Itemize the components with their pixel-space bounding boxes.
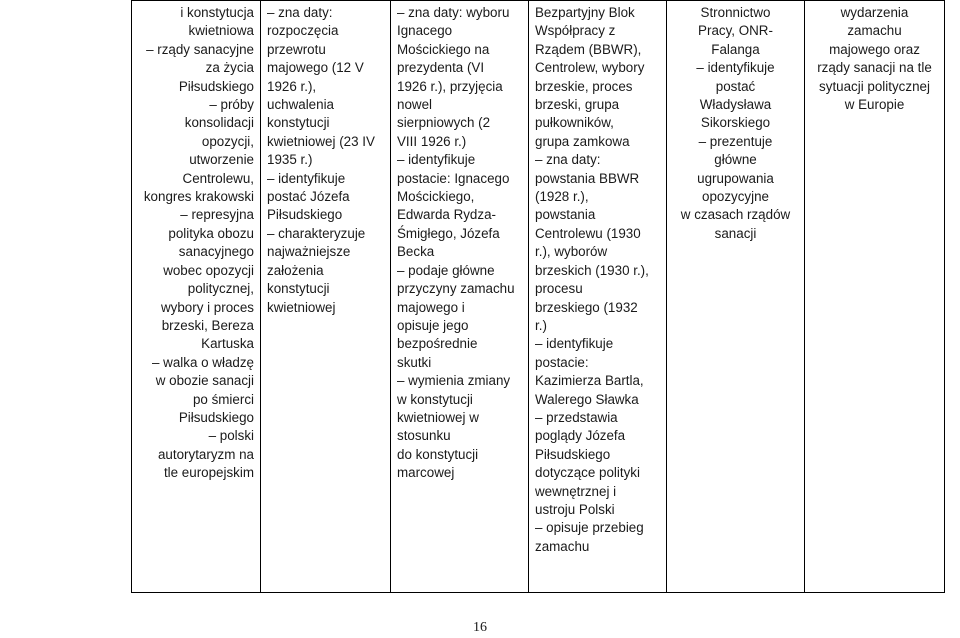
cell-text-line: VIII 1926 r.) [397,133,467,149]
cell-text-line: konstytucji [267,281,330,297]
cell-text-line: Mościckiego na [397,41,490,57]
cell-text-line: – identyfikuje [535,336,614,352]
cell-requirements-advanced [529,1,667,593]
cell-text-line: – przedstawia [535,409,618,425]
cell-text-line: prezydenta (VI [397,60,485,76]
cell-text-line: uchwalenia [267,97,334,113]
cell-text-line: wybory i proces [160,299,254,315]
cell-text-line: sierpniowych (2 [397,115,491,131]
cell-text-line: i konstytucja [180,5,254,20]
cell-text-line: Współpracy z [535,23,616,39]
cell-text-line: politycznej, [187,281,254,297]
cell-text-line: ugrupowania [697,170,774,186]
cell-text-line: bezpośrednie [397,336,478,352]
cell-text-line: Pracy, ONR- [698,23,773,39]
cell-text-line: tle europejskim [163,465,254,481]
cell-text-line: Bezpartyjny Blok [535,5,635,20]
cell-text-line: marcowej [397,465,455,481]
cell-text-line: brzeskie, proces [535,78,633,94]
cell-text-line: zamachu [535,538,590,554]
cell-text-line: – identyfikuje [267,170,346,186]
cell-text-line: Centrolewu (1930 [535,225,641,241]
cell-text-line: brzeski, grupa [535,97,620,113]
cell-text-line: Kazimierza Bartla, [535,373,644,389]
cell-text-line: rządy sanacji na tle [817,60,932,76]
cell-text-line: polityka obozu [168,225,254,241]
cell-text-line: konsolidacji [184,115,254,131]
cell-text-line: do konstytucji [397,446,479,462]
cell-text-line: opisuje jego [397,317,469,333]
cell-text-line: – polski [208,428,254,444]
cell-text-line: – próby [209,97,254,113]
cell-text-line: majowego i [397,299,465,315]
cell-text-line: opozycyjne [702,189,769,205]
cell-text-line: nowel [397,97,432,113]
cell-text-line: opozycji, [201,133,254,149]
page-number: 16 [473,620,487,635]
cell-text-line: główne [714,152,757,168]
cell-text-line: w Europie [844,97,905,113]
cell-text-line: Rządem (BBWR), [535,41,642,57]
cell-text-line: przewrotu [267,41,326,57]
cell-text-line: Piłsudskiego [267,207,343,223]
cell-text-line: ustroju Polski [535,501,615,517]
cell-text-line: brzeski, Bereza [161,317,254,333]
cell-text-line: kwietniowej (23 IV [267,133,375,149]
table-row [132,1,945,593]
cell-text-line: (1928 r.), [535,189,589,205]
cell-text-line: w czasach rządów [680,207,791,223]
cell-text-line: – walka o władzę [152,354,254,370]
cell-text-line: – rządy sanacyjne [146,41,254,57]
cell-text-line: – wymienia zmiany [397,373,511,389]
cell-text-line: sytuacji politycznej [819,78,930,94]
cell-text-line: postacie: [535,354,589,370]
cell-text-line: powstania BBWR [535,170,640,186]
cell-requirements-very-good [667,1,805,593]
cell-text-line: Śmigłego, Józefa [397,225,500,241]
cell-text-line: założenia [267,262,324,278]
cell-text-line: kongres krakowski [143,189,254,205]
cell-text-line: poglądy Józefa [535,428,626,444]
cell-text-line: – podaje główne [397,262,495,278]
cell-text-line: postacie: Ignacego [397,170,510,186]
cell-text-line: powstania [535,207,596,223]
cell-text-line: przyczyny zamachu [397,281,515,297]
cell-text-line: – opisuje przebieg [535,520,644,536]
cell-text-line: w konstytucji [397,391,473,407]
cell-text-line: brzeskich (1930 r.), [535,262,649,278]
cell-text-line: Mościckiego, [397,189,475,205]
cell-text-line: postać [715,78,756,94]
cell-text-line: 1935 r.) [267,152,313,168]
cell-text-line: r.) [535,317,547,333]
cell-text-line: najważniejsze [267,244,351,260]
cell-text-line: grupa zamkowa [535,133,630,149]
cell-text-line: rozpoczęcia [267,23,339,39]
cell-text-line: za życia [205,60,254,76]
cell-text-line: Piłsudskiego [535,446,611,462]
cell-text-line: – represyjna [180,207,254,223]
cell-text-line: Falanga [711,41,760,57]
cell-text-line: majowego (12 V [267,60,364,76]
cell-text-line: Kartuska [201,336,254,352]
cell-text-line: – zna daty: [535,152,601,168]
cell-text-line: – identyfikuje [397,152,476,168]
cell-text-line: wydarzenia [840,5,909,20]
cell-text-line: r.), wyborów [535,244,608,260]
cell-text-line: utworzenie [189,152,254,168]
cell-text-line: Władysława [699,97,772,113]
cell-text-line: sanacyjnego [178,244,254,260]
cell-text-line: sanacji [714,225,757,241]
cell-text-line: autorytaryzm na [157,446,254,462]
curriculum-table [131,0,945,593]
cell-text-line: po śmierci [192,391,254,407]
cell-text-line: kwietniowa [188,23,254,39]
cell-text-line: Centrolew, wybory [535,60,645,76]
cell-text-line: Ignacego [397,23,453,39]
cell-text-line: 1926 r.), przyjęcia [397,78,503,94]
cell-text-line: w obozie sanacji [155,373,254,389]
cell-text-line: procesu [535,281,583,297]
cell-text-line: postać Józefa [267,189,350,205]
cell-topics [132,1,261,593]
cell-text-line: – zna daty: [267,5,333,20]
cell-text-line: – identyfikuje [696,60,775,76]
cell-text-line: – charakteryzuje [267,225,366,241]
cell-text-line: konstytucji [267,115,330,131]
cell-text-line: skutki [397,354,432,370]
cell-text-line: – prezentuje [698,133,773,149]
cell-text-line: zamachu [847,23,902,39]
cell-text-line: kwietniowej w [397,409,479,425]
cell-text-line: wewnętrznej i [535,483,617,499]
cell-text-line: Centrolewu, [182,170,254,186]
cell-text-line: dotyczące polityki [535,465,640,481]
cell-text-line: majowego oraz [829,41,920,57]
cell-text-line: Stronnictwo [700,5,771,20]
cell-requirements-extended [391,1,529,593]
cell-text-line: – zna daty: wyboru [397,5,510,20]
cell-text-line: Piłsudskiego [178,409,254,425]
cell-text-line: stosunku [397,428,451,444]
cell-text-line: Walerego Sławka [535,391,639,407]
cell-text-line: 1926 r.), [267,78,317,94]
cell-text-line: Piłsudskiego [178,78,254,94]
cell-text-line: Sikorskiego [700,115,771,131]
cell-requirements-basic [261,1,391,593]
cell-requirements-excellent [805,1,945,593]
cell-text-line: kwietniowej [267,299,336,315]
cell-text-line: Edwarda Rydza- [397,207,496,223]
cell-text-line: wobec opozycji [163,262,254,278]
cell-text-line: brzeskiego (1932 [535,299,638,315]
cell-text-line: Becka [397,244,435,260]
cell-text-line: pułkowników, [535,115,614,131]
